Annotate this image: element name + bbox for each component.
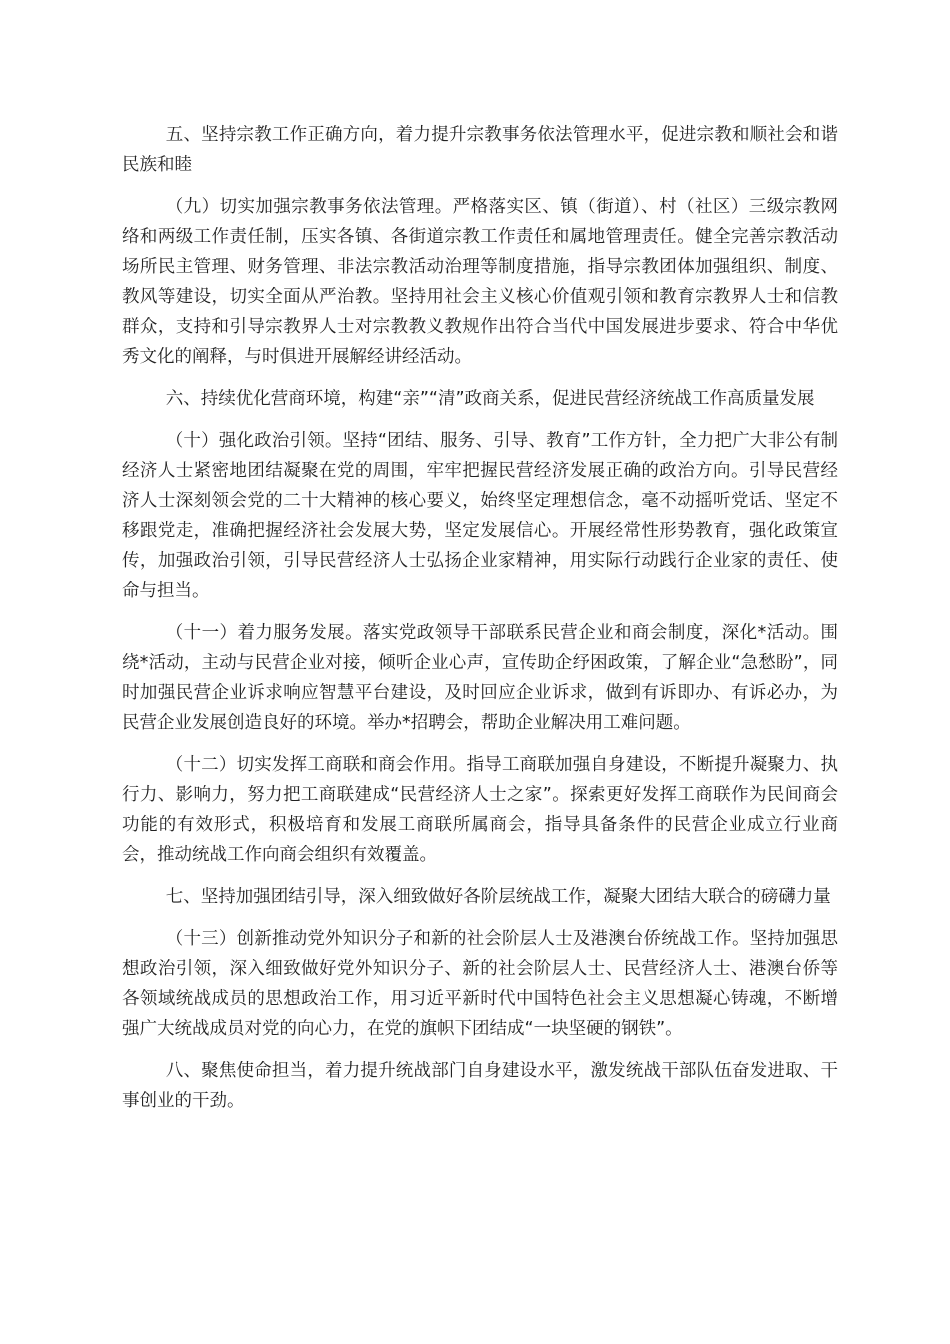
section-heading-8: 八、聚焦使命担当，着力提升统战部门自身建设水平，激发统战干部队伍奋发进取、干事创业的干劲。 <box>122 1061 838 1111</box>
document-page <box>122 120 838 1116</box>
paragraph-11: （十一）着力服务发展。落实党政领导干部联系民营企业和商会制度，深化*活动。围绕*活动，主动与民营企业对接，倾听企业心声，宣传助企纾困政策，了解企业“急愁盼”，同时加强民营企业诉求响应智慧平台建设，及时回应企业诉求，做到有诉即办、有诉必办，为民营企业发展创造良好的环境。举办*招聘会，帮助企业解决用工难问题。 <box>122 623 838 733</box>
section-heading-6: 六、持续优化营商环境，构建“亲”“清”政商关系，促进民营经济统战工作高质量发展 <box>165 389 815 409</box>
section-heading-5: 五、坚持宗教工作正确方向，着力提升宗教事务依法管理水平，促进宗教和顺社会和谐民族和睦 <box>122 125 838 175</box>
paragraph-9: （九）切实加强宗教事务依法管理。严格落实区、镇（街道）、村（社区）三级宗教网络和两级工作责任制，压实各镇、各街道宗教工作责任和属地管理责任。健全完善宗教活动场所民主管理、财务管理、非法宗教活动治理等制度措施，指导宗教团体加强组织、制度、教风等建设，切实全面从严治教。坚持用社会主义核心价值观引领和教育宗教界人士和信教群众，支持和引导宗教界人士对宗教教义教规作出符合当代中国发展进步要求、符合中华优秀文化的阐释，与时俱进开展解经讲经活动。 <box>122 197 838 367</box>
paragraph-12: （十二）切实发挥工商联和商会作用。指导工商联加强自身建设，不断提升凝聚力、执行力、影响力，努力把工商联建成“民营经济人士之家”。探索更好发挥工商联作为民间商会功能的有效形式，积极培育和发展工商联所属商会，指导具备条件的民营企业成立行业商会，推动统战工作向商会组织有效覆盖。 <box>122 755 838 865</box>
paragraph-10: （十）强化政治引领。坚持“团结、服务、引导、教育”工作方针，全力把广大非公有制经济人士紧密地团结凝聚在党的周围，牢牢把握民营经济发展正确的政治方向。引导民营经济人士深刻领会党的二十大精神的核心要义，始终坚定理想信念，毫不动摇听党话、坚定不移跟党走，准确把握经济社会发展大势，坚定发展信心。开展经常性形势教育，强化政策宣传，加强政治引领，引导民营经济人士弘扬企业家精神，用实际行动践行企业家的责任、使命与担当。 <box>122 431 838 601</box>
section-heading-7: 七、坚持加强团结引导，深入细致做好各阶层统战工作，凝聚大团结大联合的磅礴力量 <box>165 887 831 907</box>
paragraph-13: （十三）创新推动党外知识分子和新的社会阶层人士及港澳台侨统战工作。坚持加强思想政治引领，深入细致做好党外知识分子、新的社会阶层人士、民营经济人士、港澳台侨等各领域统战成员的思想政治工作，用习近平新时代中国特色社会主义思想凝心铸魂，不断增强广大统战成员对党的向心力，在党的旗帜下团结成“一块坚硬的钢铁”。 <box>122 929 838 1039</box>
